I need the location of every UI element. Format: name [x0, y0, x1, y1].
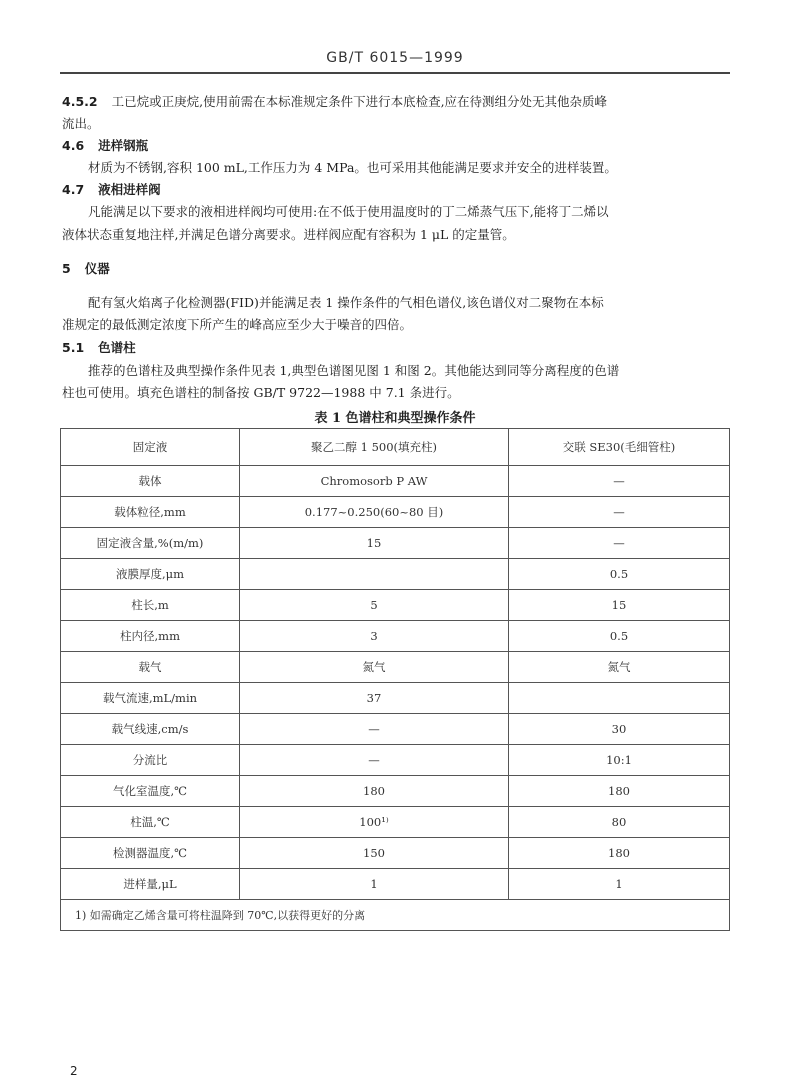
- capillary-col-cell: 氮气: [509, 652, 730, 683]
- capillary-col-cell: 0.5: [509, 559, 730, 590]
- param-cell: 固定液含量,%(m/m): [61, 528, 240, 559]
- packed-col-cell: 0.177~0.250(60~80 目): [240, 497, 509, 528]
- section-title: 液相进样阀: [98, 182, 161, 197]
- para-4-5-2-line2: 流出。: [62, 116, 100, 131]
- section-title: 色谱柱: [98, 340, 136, 355]
- para-4-7-line2: 液体状态重复地注样,并满足色谱分离要求。进样阀应配有容积为 1 μL 的定量管。: [62, 227, 515, 242]
- capillary-col-cell: 15: [509, 590, 730, 621]
- table-row: [61, 590, 730, 621]
- param-cell: 气化室温度,℃: [61, 776, 240, 807]
- table-footnote-row: [61, 900, 730, 931]
- packed-col-cell: —: [240, 714, 509, 745]
- table-row: [61, 807, 730, 838]
- param-cell: 进样量,μL: [61, 869, 240, 900]
- table-row: [61, 652, 730, 683]
- section-number: 4.6: [62, 138, 85, 153]
- capillary-col-cell: 180: [509, 838, 730, 869]
- table-header-row: [61, 429, 730, 466]
- capillary-col-cell: 1: [509, 869, 730, 900]
- section-title: 进样钢瓶: [98, 138, 149, 153]
- header-cell: 固定液: [61, 429, 240, 466]
- table-row: [61, 714, 730, 745]
- param-cell: 载气: [61, 652, 240, 683]
- param-cell: 柱温,℃: [61, 807, 240, 838]
- table-caption: 表 1 色谱柱和典型操作条件: [314, 411, 476, 426]
- section-4-7-heading: [62, 180, 161, 200]
- para-5-line1: 配有氢火焰离子化检测器(FID)并能满足表 1 操作条件的气相色谱仪,该色谱仪对二聚物在本标: [88, 295, 604, 310]
- packed-col-cell: 15: [240, 528, 509, 559]
- param-cell: 检测器温度,℃: [61, 838, 240, 869]
- header-rule: [60, 72, 730, 74]
- para-5-line2: 准规定的最低测定浓度下所产生的峰高应至少大于噪音的四倍。: [62, 317, 413, 332]
- table-row: [61, 838, 730, 869]
- table-footnote: 1) 如需确定乙烯含量可将柱温降到 70℃,以获得更好的分离: [61, 900, 730, 931]
- conditions-table: [60, 428, 730, 931]
- capillary-col-cell: 80: [509, 807, 730, 838]
- packed-col-cell: 1: [240, 869, 509, 900]
- header-cell: 聚乙二醇 1 500(填充柱): [240, 429, 509, 466]
- section-title: 仪器: [84, 261, 110, 276]
- packed-col-cell: 150: [240, 838, 509, 869]
- page-number: 2: [70, 1064, 78, 1078]
- table-row: [61, 776, 730, 807]
- para-5-1-line1: 推荐的色谱柱及典型操作条件见表 1,典型色谱图见图 1 和图 2。其他能达到同等分离程度的色谱: [88, 363, 620, 378]
- capillary-col-cell: 180: [509, 776, 730, 807]
- header-cell: 交联 SE30(毛细管柱): [509, 429, 730, 466]
- section-5-1-heading: [62, 338, 136, 358]
- param-cell: 载体: [61, 466, 240, 497]
- capillary-col-cell: 0.5: [509, 621, 730, 652]
- section-5-heading: [62, 259, 110, 279]
- table-row: [61, 466, 730, 497]
- param-cell: 载气流速,mL/min: [61, 683, 240, 714]
- table-row: [61, 497, 730, 528]
- para-text: 工已烷或正庚烷,使用前需在本标准规定条件下进行本底检查,应在待测组分处无其他杂质峰: [111, 94, 608, 109]
- packed-col-cell: 5: [240, 590, 509, 621]
- param-cell: 柱长,m: [61, 590, 240, 621]
- packed-col-cell: 37: [240, 683, 509, 714]
- section-4-6-heading: [62, 136, 148, 156]
- capillary-col-cell: [509, 683, 730, 714]
- param-cell: 柱内径,mm: [61, 621, 240, 652]
- section-number: 5.1: [62, 340, 85, 355]
- section-number: 5: [62, 261, 71, 276]
- packed-col-cell: 氮气: [240, 652, 509, 683]
- capillary-col-cell: —: [509, 528, 730, 559]
- table-row: [61, 559, 730, 590]
- packed-col-cell: 180: [240, 776, 509, 807]
- packed-col-cell: [240, 559, 509, 590]
- para-4-7-line1: 凡能满足以下要求的液相进样阀均可使用:在不低于使用温度时的丁二烯蒸气压下,能将丁二烯以: [88, 204, 609, 219]
- para-5-1-line2: 柱也可使用。填充色谱柱的制备按 GB/T 9722—1988 中 7.1 条进行。: [62, 385, 460, 400]
- table-row: [61, 683, 730, 714]
- param-cell: 液膜厚度,μm: [61, 559, 240, 590]
- section-number: 4.7: [62, 182, 85, 197]
- page-header: GB/T 6015—1999: [326, 50, 464, 66]
- packed-col-cell: Chromosorb P AW: [240, 466, 509, 497]
- para-4-6-line1: 材质为不锈钢,容积 100 mL,工作压力为 4 MPa。也可采用其他能满足要求并安全的进样装置。: [88, 160, 617, 175]
- capillary-col-cell: 10:1: [509, 745, 730, 776]
- table-row: [61, 745, 730, 776]
- table-row: [61, 528, 730, 559]
- para-4-5-2-line1: [62, 92, 607, 112]
- table-row: [61, 869, 730, 900]
- table-row: [61, 621, 730, 652]
- param-cell: 载气线速,cm/s: [61, 714, 240, 745]
- packed-col-cell: —: [240, 745, 509, 776]
- capillary-col-cell: 30: [509, 714, 730, 745]
- packed-col-cell: 100¹⁾: [240, 807, 509, 838]
- packed-col-cell: 3: [240, 621, 509, 652]
- capillary-col-cell: —: [509, 466, 730, 497]
- section-number: 4.5.2: [62, 94, 98, 109]
- param-cell: 载体粒径,mm: [61, 497, 240, 528]
- capillary-col-cell: —: [509, 497, 730, 528]
- param-cell: 分流比: [61, 745, 240, 776]
